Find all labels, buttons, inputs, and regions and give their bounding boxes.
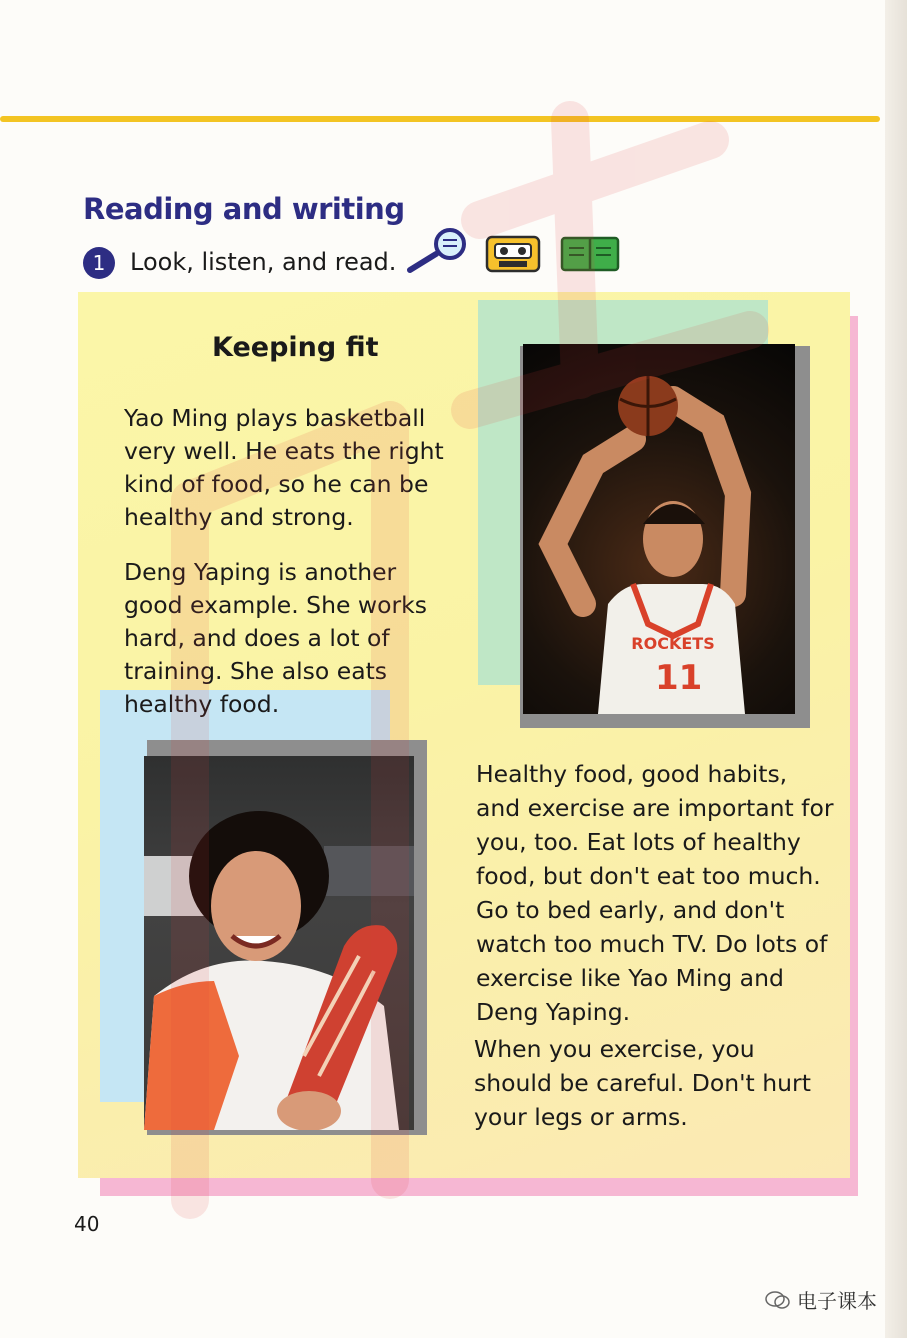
page-number: 40 — [74, 1212, 100, 1236]
paragraph-be-careful: When you exercise, you should be careful. Don't hurt your legs or arms. — [474, 1035, 811, 1131]
listen-cassette-icon — [485, 235, 541, 273]
torch-bearer-photo — [144, 756, 414, 1130]
jersey-text: ROCKETS — [631, 634, 715, 653]
read-book-icon — [560, 235, 620, 273]
section-title: Reading and writing — [83, 192, 405, 226]
look-magnifier-icon — [404, 228, 474, 276]
top-divider — [0, 116, 880, 122]
paragraph-yao-ming: Yao Ming plays basketball very well. He eats the right kind of food, so he can be healthy and strong. — [124, 404, 444, 531]
source-label-text: 电子课本 — [797, 1289, 877, 1313]
paragraph-healthy-habits: Healthy food, good habits, and exercise are important for you, too. Eat lots of healthy food, but don't eat too much. Go to bed early, and don't watch too much TV. Do lots of exercise like Yao Ming and Deng Yaping. — [476, 760, 834, 1026]
basketball-player-photo — [523, 344, 795, 714]
source-label — [765, 1285, 877, 1314]
page-edge — [885, 0, 907, 1338]
exercise-instruction: Look, listen, and read. — [130, 248, 397, 276]
exercise-number-badge: 1 — [83, 247, 115, 279]
jersey-number: 11 — [655, 658, 703, 698]
chat-bubble-icon — [765, 1290, 791, 1310]
article-title: Keeping fit — [212, 332, 379, 363]
paragraph-deng-yaping: Deng Yaping is another good example. She works hard, and does a lot of training. She also eats healthy food. — [124, 558, 427, 718]
